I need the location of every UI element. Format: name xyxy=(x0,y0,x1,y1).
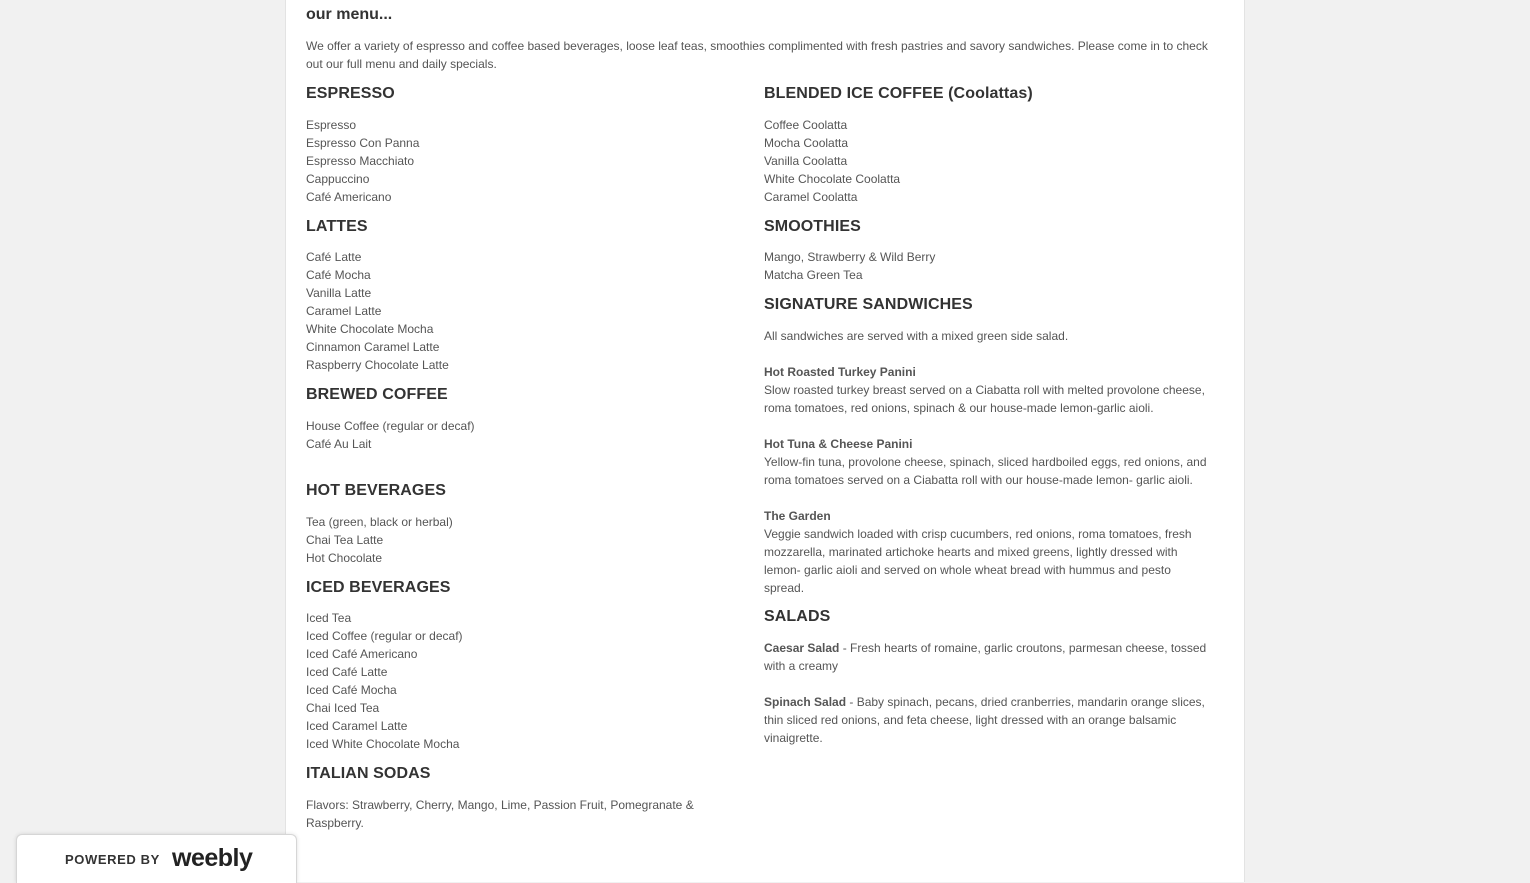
list-item: Iced Coffee (regular or decaf) xyxy=(306,629,463,643)
section-heading-espresso: ESPRESSO xyxy=(306,85,395,102)
sandwiches-block xyxy=(764,327,1212,597)
sandwich-name: The Garden xyxy=(764,509,831,523)
section-heading-blended-ice-coffee: BLENDED ICE COFFEE (Coolattas) xyxy=(764,85,1033,102)
page-title: our menu... xyxy=(306,6,393,23)
sandwich-description: Veggie sandwich loaded with crisp cucumbers, red onions, roma tomatoes, fresh mozzarella, marinated artichoke hearts and mixed greens, lightly dressed with lemon- garlic aioli and served on whole wheat bread with hummus and pesto spread. xyxy=(764,527,1192,595)
section-heading-signature-sandwiches: SIGNATURE SANDWICHES xyxy=(764,296,973,313)
list-item: Caramel Latte xyxy=(306,304,382,318)
section-heading-italian-sodas: ITALIAN SODAS xyxy=(306,765,431,782)
sandwiches-note: All sandwiches are served with a mixed green side salad. xyxy=(764,329,1069,343)
list-item: Café Americano xyxy=(306,190,392,204)
salad-item xyxy=(764,639,1212,675)
section-heading-salads: SALADS xyxy=(764,608,831,625)
italian-sodas-flavors: Flavors: Strawberry, Cherry, Mango, Lime, Passion Fruit, Pomegranate & Raspberry. xyxy=(306,798,694,830)
salad-description: - Fresh hearts of romaine, garlic croutons, parmesan cheese, tossed with a creamy xyxy=(764,641,1207,673)
list-item: Coffee Coolatta xyxy=(764,118,848,132)
list-item: Iced Café Americano xyxy=(306,647,418,661)
sandwich-description: Slow roasted turkey breast served on a Ciabatta roll with melted provolone cheese, roma tomatoes, red onions, spinach & our house-made lemon-garlic aioli. xyxy=(764,383,1205,415)
hot-beverages-list xyxy=(306,513,453,567)
section-heading-lattes: LATTES xyxy=(306,218,368,235)
list-item: Cappuccino xyxy=(306,172,370,186)
page-container xyxy=(285,0,1245,882)
list-item: Espresso xyxy=(306,118,357,132)
list-item: Chai Tea Latte xyxy=(306,533,384,547)
list-item: Iced Café Latte xyxy=(306,665,388,679)
sandwich-description: Yellow-fin tuna, provolone cheese, spinach, sliced hardboiled eggs, red onions, and roma tomatoes served on a Ciabatta roll with our house-made lemon- garlic aioli. xyxy=(764,455,1207,487)
section-heading-iced-beverages: ICED BEVERAGES xyxy=(306,579,451,596)
iced-beverages-list xyxy=(306,609,463,753)
lattes-list xyxy=(306,248,449,374)
list-item: Raspberry Chocolate Latte xyxy=(306,358,449,372)
list-item: White Chocolate Mocha xyxy=(306,322,434,336)
list-item: Espresso Macchiato xyxy=(306,154,415,168)
list-item: Matcha Green Tea xyxy=(764,268,863,282)
list-item: Café Au Lait xyxy=(306,437,372,451)
blended-list xyxy=(764,116,900,206)
salad-description: - Baby spinach, pecans, dried cranberries, mandarin orange slices, thin sliced red onions, and feta cheese, light dressed with an orange balsamic vinaigrette. xyxy=(764,695,1205,745)
smoothies-list xyxy=(764,248,935,284)
list-item: Iced Caramel Latte xyxy=(306,719,408,733)
list-item: Iced Tea xyxy=(306,611,352,625)
list-item: Iced Café Mocha xyxy=(306,683,397,697)
espresso-list xyxy=(306,116,419,206)
salads-block xyxy=(764,639,1212,747)
list-item: Chai Iced Tea xyxy=(306,701,380,715)
weebly-footer-badge[interactable] xyxy=(16,834,297,883)
menu-intro: We offer a variety of espresso and coffee based beverages, loose leaf teas, smoothies complimented with fresh pastries and savory sandwiches. Please come in to check out our full menu and daily specials. xyxy=(306,39,1208,71)
powered-by-label: POWERED BY xyxy=(65,852,160,867)
list-item: Cinnamon Caramel Latte xyxy=(306,340,440,354)
list-item: Café Mocha xyxy=(306,268,371,282)
section-heading-smoothies: SMOOTHIES xyxy=(764,218,861,235)
list-item: Vanilla Latte xyxy=(306,286,372,300)
list-item: White Chocolate Coolatta xyxy=(764,172,901,186)
list-item: House Coffee (regular or decaf) xyxy=(306,419,475,433)
list-item: Vanilla Coolatta xyxy=(764,154,848,168)
salad-item xyxy=(764,693,1212,747)
list-item: Tea (green, black or herbal) xyxy=(306,515,453,529)
list-item: Mocha Coolatta xyxy=(764,136,849,150)
section-heading-hot-beverages: HOT BEVERAGES xyxy=(306,482,446,499)
list-item: Espresso Con Panna xyxy=(306,136,420,150)
list-item: Café Latte xyxy=(306,250,362,264)
salad-name: Spinach Salad xyxy=(764,695,847,709)
salad-name: Caesar Salad xyxy=(764,641,840,655)
sandwich-name: Hot Tuna & Cheese Panini xyxy=(764,437,913,451)
list-item: Mango, Strawberry & Wild Berry xyxy=(764,250,936,264)
list-item: Iced White Chocolate Mocha xyxy=(306,737,460,751)
list-item: Caramel Coolatta xyxy=(764,190,858,204)
weebly-logo[interactable]: weebly xyxy=(172,844,253,872)
section-heading-brewed-coffee: BREWED COFFEE xyxy=(306,386,448,403)
list-item: Hot Chocolate xyxy=(306,551,383,565)
brewed-coffee-list xyxy=(306,417,475,453)
sandwich-name: Hot Roasted Turkey Panini xyxy=(764,365,916,379)
